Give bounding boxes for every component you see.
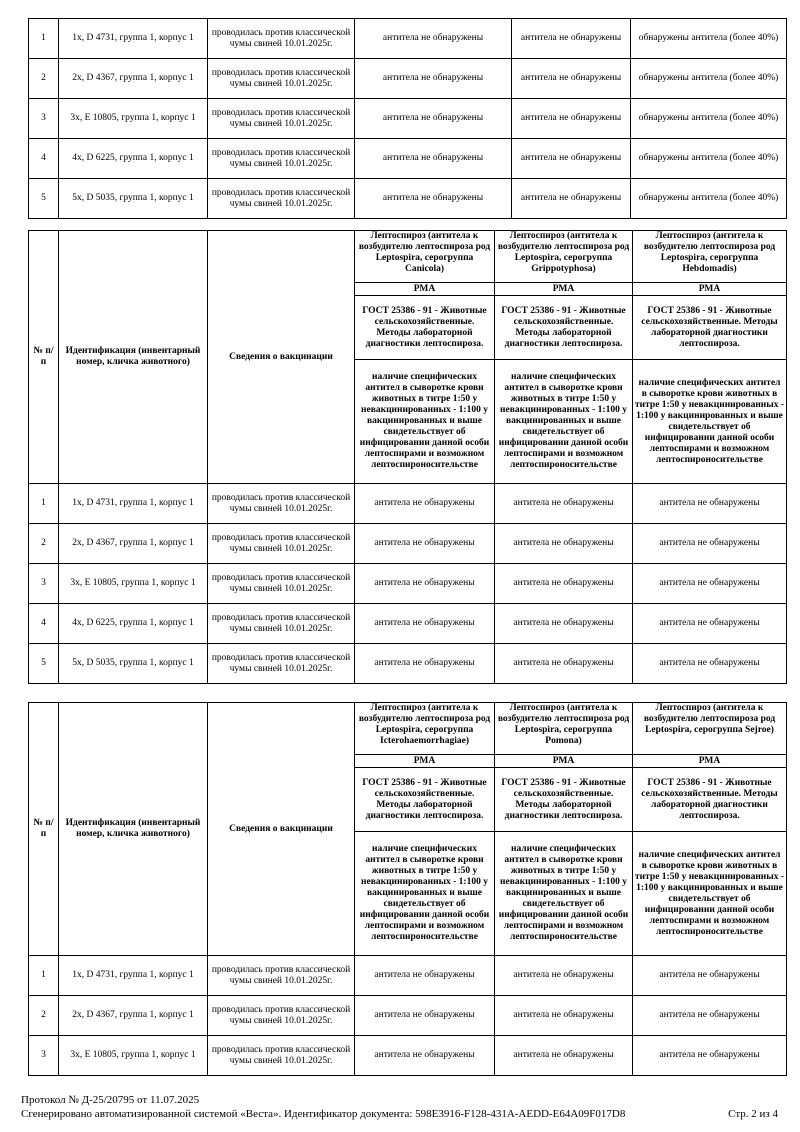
row-number: 2 — [29, 59, 59, 99]
standard-reference: ГОСТ 25386 - 91 - Животные сельскохозяйственные. Методы лабораторной диагностики лептоспироза. — [355, 768, 495, 832]
table3-body — [29, 956, 787, 1076]
vaccination-info: проводилась против классической чумы свиней 10.01.2025г. — [208, 564, 355, 604]
result-cell: антитела не обнаружены — [633, 1036, 787, 1076]
standard-reference: ГОСТ 25386 - 91 - Животные сельскохозяйственные. Методы лабораторной диагностики лептоспироза. — [495, 296, 633, 360]
table-row — [29, 1036, 787, 1076]
result-cell: антитела не обнаружены — [633, 484, 787, 524]
vaccination-info: проводилась против классической чумы свиней 10.01.2025г. — [208, 99, 355, 139]
row-number: 4 — [29, 604, 59, 644]
result-cell: антитела не обнаружены — [355, 1036, 495, 1076]
method-label: РМА — [633, 755, 787, 768]
vaccination-info: проводилась против классической чумы свиней 10.01.2025г. — [208, 1036, 355, 1076]
evaluation-criteria: наличие специфических антител в сыворотке крови животных в титре 1:50 у невакцинированных - 1:100 у вакцинированных и выше свидетельствует об инфицировании данной особи лептоспирами и возможном лептоспироносительстве — [495, 360, 633, 484]
row-number: 5 — [29, 179, 59, 219]
result-cell: антитела не обнаружены — [633, 644, 787, 684]
vaccination-info: проводилась против классической чумы свиней 10.01.2025г. — [208, 19, 355, 59]
result-cell: обнаружены антитела (более 40%) — [631, 59, 787, 99]
row-number: 3 — [29, 564, 59, 604]
vaccination-info: проводилась против классической чумы свиней 10.01.2025г. — [208, 604, 355, 644]
result-cell: антитела не обнаружены — [355, 956, 495, 996]
col-header-identification: Идентификация (инвентарный номер, кличка животного) — [59, 231, 208, 484]
row-number: 4 — [29, 139, 59, 179]
result-cell: антитела не обнаружены — [495, 996, 633, 1036]
result-cell: антитела не обнаружены — [355, 564, 495, 604]
vaccination-info: проводилась против классической чумы свиней 10.01.2025г. — [208, 996, 355, 1036]
col-header-vaccination: Сведения о вакцинации — [208, 231, 355, 484]
results-table-continued — [28, 18, 787, 219]
result-cell: антитела не обнаружены — [633, 996, 787, 1036]
vaccination-info: проводилась против классической чумы свиней 10.01.2025г. — [208, 484, 355, 524]
row-number: 5 — [29, 644, 59, 684]
result-cell: антитела не обнаружены — [355, 139, 512, 179]
table-row — [29, 139, 787, 179]
evaluation-criteria: наличие специфических антител в сыворотке крови животных в титре 1:50 у невакцинированных - 1:100 у вакцинированных и выше свидетельствует об инфицировании данной особи лептоспирами и возможном лептоспироносительстве — [633, 360, 787, 484]
table-row — [29, 996, 787, 1036]
col-header-test: Лептоспироз (антитела к возбудителю лептоспироза род Leptospira, серогруппа Hebdomadis) — [633, 231, 787, 283]
table1-body — [29, 19, 787, 219]
table2-header — [29, 231, 787, 484]
table-row — [29, 524, 787, 564]
standard-reference: ГОСТ 25386 - 91 - Животные сельскохозяйственные. Методы лабораторной диагностики лептоспироза. — [495, 768, 633, 832]
table-row — [29, 956, 787, 996]
result-cell: антитела не обнаружены — [495, 524, 633, 564]
animal-id: 2х, D 4367, группа 1, корпус 1 — [59, 996, 208, 1036]
col-header-test: Лептоспироз (антитела к возбудителю лептоспироза род Leptospira, серогруппа Grippotyphosa) — [495, 231, 633, 283]
result-cell: антитела не обнаружены — [512, 59, 631, 99]
result-cell: антитела не обнаружены — [495, 644, 633, 684]
animal-id: 1х, D 4731, группа 1, корпус 1 — [59, 484, 208, 524]
method-label: РМА — [495, 755, 633, 768]
table-row — [29, 604, 787, 644]
result-cell: антитела не обнаружены — [633, 956, 787, 996]
table3-header — [29, 703, 787, 956]
result-cell: антитела не обнаружены — [512, 179, 631, 219]
table2-body — [29, 484, 787, 684]
col-header-test: Лептоспироз (антитела к возбудителю лептоспироза род Leptospira, серогруппа Sejroe) — [633, 703, 787, 755]
leptospirosis-table-2 — [28, 702, 787, 1076]
result-cell: антитела не обнаружены — [495, 956, 633, 996]
animal-id: 3х, E 10805, группа 1, корпус 1 — [59, 564, 208, 604]
result-cell: антитела не обнаружены — [355, 59, 512, 99]
leptospirosis-table-1 — [28, 230, 787, 684]
row-number: 1 — [29, 484, 59, 524]
table-row — [29, 564, 787, 604]
standard-reference: ГОСТ 25386 - 91 - Животные сельскохозяйственные. Методы лабораторной диагностики лептоспироза. — [633, 768, 787, 832]
evaluation-criteria: наличие специфических антител в сыворотке крови животных в титре 1:50 у невакцинированных - 1:100 у вакцинированных и выше свидетельствует об инфицировании данной особи лептоспирами и возможном лептоспироносительстве — [495, 832, 633, 956]
result-cell: антитела не обнаружены — [355, 604, 495, 644]
method-label: РМА — [633, 283, 787, 296]
animal-id: 2х, D 4367, группа 1, корпус 1 — [59, 524, 208, 564]
result-cell: антитела не обнаружены — [633, 604, 787, 644]
col-header-test: Лептоспироз (антитела к возбудителю лептоспироза род Leptospira, серогруппа Canicola) — [355, 231, 495, 283]
generated-notice: Сгенерировано автоматизированной системой «Веста». Идентификатор документа: 598E3916-F128-431A-AEDD-E64A09F017D8 — [21, 1108, 626, 1120]
table-row — [29, 644, 787, 684]
row-number: 2 — [29, 524, 59, 564]
vaccination-info: проводилась против классической чумы свиней 10.01.2025г. — [208, 179, 355, 219]
method-label: РМА — [495, 283, 633, 296]
result-cell: антитела не обнаружены — [355, 524, 495, 564]
result-cell: антитела не обнаружены — [355, 179, 512, 219]
table-row — [29, 99, 787, 139]
col-header-number: № п/п — [29, 231, 59, 484]
result-cell: антитела не обнаружены — [495, 1036, 633, 1076]
result-cell: обнаружены антитела (более 40%) — [631, 19, 787, 59]
vaccination-info: проводилась против классической чумы свиней 10.01.2025г. — [208, 59, 355, 99]
page-number: Стр. 2 из 4 — [728, 1108, 778, 1120]
animal-id: 5х, D 5035, группа 1, корпус 1 — [59, 179, 208, 219]
result-cell: антитела не обнаружены — [355, 99, 512, 139]
row-number: 1 — [29, 956, 59, 996]
result-cell: антитела не обнаружены — [355, 484, 495, 524]
table-row — [29, 179, 787, 219]
result-cell: обнаружены антитела (более 40%) — [631, 179, 787, 219]
animal-id: 1х, D 4731, группа 1, корпус 1 — [59, 19, 208, 59]
animal-id: 3х, E 10805, группа 1, корпус 1 — [59, 1036, 208, 1076]
animal-id: 4х, D 6225, группа 1, корпус 1 — [59, 139, 208, 179]
row-number: 3 — [29, 1036, 59, 1076]
animal-id: 2х, D 4367, группа 1, корпус 1 — [59, 59, 208, 99]
result-cell: антитела не обнаружены — [512, 19, 631, 59]
protocol-number: Протокол № Д-25/20795 от 11.07.2025 — [21, 1094, 200, 1106]
vaccination-info: проводилась против классической чумы свиней 10.01.2025г. — [208, 139, 355, 179]
col-header-test: Лептоспироз (антитела к возбудителю лептоспироза род Leptospira, серогруппа Pomona) — [495, 703, 633, 755]
animal-id: 4х, D 6225, группа 1, корпус 1 — [59, 604, 208, 644]
evaluation-criteria: наличие специфических антител в сыворотке крови животных в титре 1:50 у невакцинированных - 1:100 у вакцинированных и выше свидетельствует об инфицировании данной особи лептоспирами и возможном лептоспироносительстве — [355, 832, 495, 956]
table-row — [29, 19, 787, 59]
vaccination-info: проводилась против классической чумы свиней 10.01.2025г. — [208, 644, 355, 684]
result-cell: антитела не обнаружены — [495, 484, 633, 524]
row-number: 3 — [29, 99, 59, 139]
col-header-vaccination: Сведения о вакцинации — [208, 703, 355, 956]
result-cell: обнаружены антитела (более 40%) — [631, 139, 787, 179]
row-number: 1 — [29, 19, 59, 59]
result-cell: антитела не обнаружены — [355, 19, 512, 59]
vaccination-info: проводилась против классической чумы свиней 10.01.2025г. — [208, 956, 355, 996]
result-cell: антитела не обнаружены — [355, 996, 495, 1036]
col-header-identification: Идентификация (инвентарный номер, кличка животного) — [59, 703, 208, 956]
col-header-test: Лептоспироз (антитела к возбудителю лептоспироза род Leptospira, серогруппа Icterohaemorrhagiae) — [355, 703, 495, 755]
animal-id: 5х, D 5035, группа 1, корпус 1 — [59, 644, 208, 684]
result-cell: антитела не обнаружены — [512, 139, 631, 179]
result-cell: антитела не обнаружены — [495, 564, 633, 604]
table-row — [29, 59, 787, 99]
animal-id: 3х, E 10805, группа 1, корпус 1 — [59, 99, 208, 139]
evaluation-criteria: наличие специфических антител в сыворотке крови животных в титре 1:50 у невакцинированных - 1:100 у вакцинированных и выше свидетельствует об инфицировании данной особи лептоспирами и возможном лептоспироносительстве — [355, 360, 495, 484]
standard-reference: ГОСТ 25386 - 91 - Животные сельскохозяйственные. Методы лабораторной диагностики лептоспироза. — [355, 296, 495, 360]
col-header-number: № п/п — [29, 703, 59, 956]
standard-reference: ГОСТ 25386 - 91 - Животные сельскохозяйственные. Методы лабораторной диагностики лептоспироза. — [633, 296, 787, 360]
result-cell: антитела не обнаружены — [495, 604, 633, 644]
result-cell: обнаружены антитела (более 40%) — [631, 99, 787, 139]
table-row — [29, 484, 787, 524]
result-cell: антитела не обнаружены — [633, 564, 787, 604]
vaccination-info: проводилась против классической чумы свиней 10.01.2025г. — [208, 524, 355, 564]
method-label: РМА — [355, 755, 495, 768]
row-number: 2 — [29, 996, 59, 1036]
result-cell: антитела не обнаружены — [512, 99, 631, 139]
result-cell: антитела не обнаружены — [355, 644, 495, 684]
result-cell: антитела не обнаружены — [633, 524, 787, 564]
evaluation-criteria: наличие специфических антител в сыворотке крови животных в титре 1:50 у невакцинированных - 1:100 у вакцинированных и выше свидетельствует об инфицировании данной особи лептоспирами и возможном лептоспироносительстве — [633, 832, 787, 956]
method-label: РМА — [355, 283, 495, 296]
animal-id: 1х, D 4731, группа 1, корпус 1 — [59, 956, 208, 996]
